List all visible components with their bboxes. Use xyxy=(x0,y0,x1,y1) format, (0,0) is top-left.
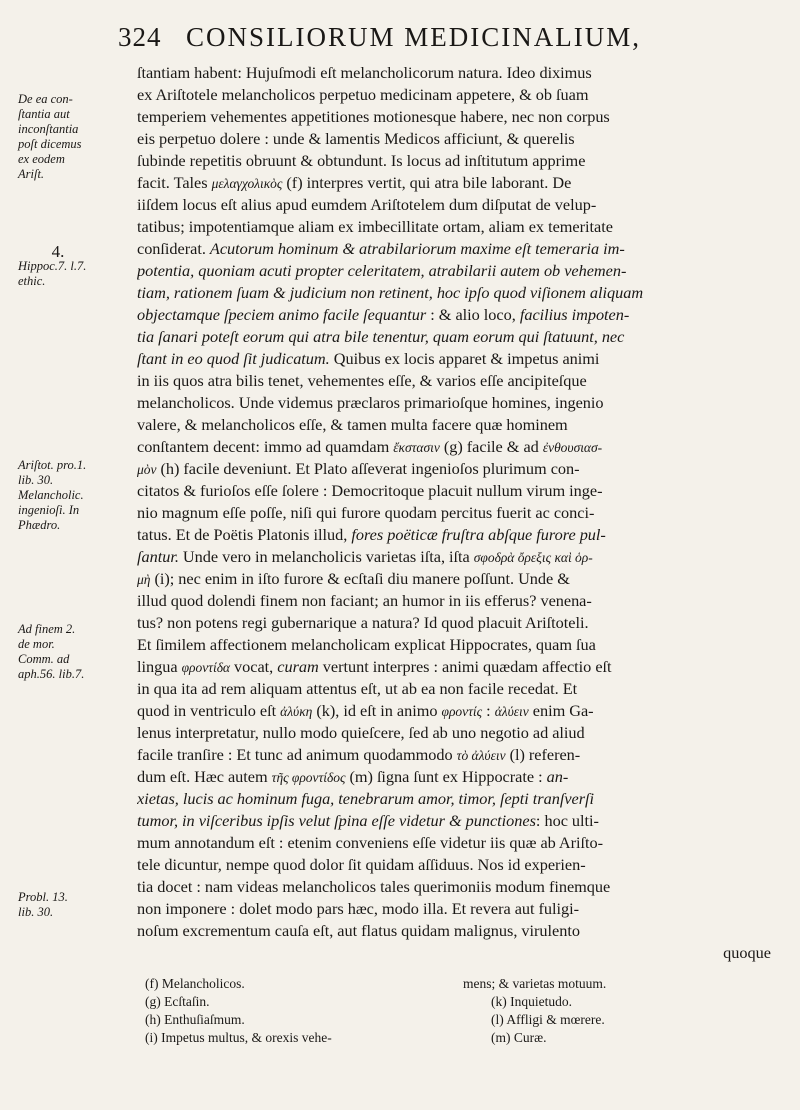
greek-term: μελαγχολικὸς xyxy=(211,176,283,191)
text-run: (i); nec enim in iſto furore & ecſtaſi diu manere poſſunt. Unde & xyxy=(150,569,570,588)
margin-note-line: Ariſtot. pro.1. xyxy=(18,458,87,472)
main-text xyxy=(137,62,773,964)
text-run: Et ſimilem affectionem melancholicam explicat Hippocrates, quam ſua xyxy=(137,635,596,654)
text-line xyxy=(137,326,773,348)
text-run: facile tranſire : Et tunc ad animum quodammodo xyxy=(137,745,457,764)
text-run: (m) ſigna ſunt ex Hippocrate : xyxy=(345,767,547,786)
text-run: non imponere : dolet modo pars hæc, modo illa. Et revera aut fuligi- xyxy=(137,899,580,918)
text-line xyxy=(137,172,773,194)
italic-text: curam xyxy=(277,657,319,676)
margin-note-line: ethic. xyxy=(18,274,46,288)
margin-note-line: lib. 30. xyxy=(18,473,54,487)
footnote: (l) Affligi & mœrere. xyxy=(491,1012,605,1027)
text-run: nio magnum eſſe poſſe, niſi qui furore quodam percitus fuerit ac conci- xyxy=(137,503,595,522)
text-run: tatibus; impotentiamque aliam ex imbecillitate ortam, aliam ex temeritate xyxy=(137,217,613,236)
margin-note-line: Melancholic. xyxy=(18,488,84,502)
greek-term: μὴ xyxy=(137,572,151,587)
text-line xyxy=(137,612,773,634)
text-line xyxy=(137,876,773,898)
greek-term: φροντίδα xyxy=(181,660,230,675)
footnote: mens; & varietas motuum. xyxy=(463,976,607,991)
text-run: valere, & melancholicos eſſe, & tamen multa facere quæ hominem xyxy=(137,415,568,434)
italic-text: objectamque ſpeciem animo facile ſequantur xyxy=(137,305,427,324)
text-run: Unde vero in melancholicis varietas iſta, iſta xyxy=(178,547,474,566)
text-line xyxy=(137,678,773,700)
text-line xyxy=(137,502,773,524)
text-line xyxy=(137,810,773,832)
margin-note-line: aph.56. lib.7. xyxy=(18,667,85,681)
footnotes xyxy=(145,975,705,1055)
greek-term: ἔκστασιν xyxy=(393,440,440,455)
text-run: in iis quos atra bilis tenet, vehementes eſſe, & varios eſſe ancipiteſque xyxy=(137,371,587,390)
text-line xyxy=(137,766,773,788)
text-line xyxy=(137,304,773,326)
text-run: citatos & furioſos eſſe ſolere : Democritoque placuit nullum virum inge- xyxy=(137,481,603,500)
margin-note xyxy=(18,92,116,182)
text-run: tele dicuntur, nempe quod dolor ſit quidam aſſiduus. Nos id experien- xyxy=(137,855,586,874)
text-line xyxy=(137,634,773,656)
text-run: tus? non potens regi gubernarique a natura? Id quod placuit Ariſtoteli. xyxy=(137,613,589,632)
italic-text: Acutorum hominum & atrabilariorum maxime eſt temeraria im- xyxy=(209,239,625,258)
text-run: lenus interpretatur, nullo modo quieſcere, ſed ab uno negotio ad aliud xyxy=(137,723,585,742)
italic-text: potentia, quoniam acuti propter celeritatem, atrabilarii autem ob vehemen- xyxy=(137,261,627,280)
text-run: conſtantem decent: immo ad quamdam xyxy=(137,437,394,456)
margin-note-line: lib. 30. xyxy=(18,905,54,919)
text-run: ſubinde repetitis obruunt & obtundunt. Is locus ad inſtitutum apprime xyxy=(137,151,586,170)
text-line xyxy=(137,392,773,414)
text-run: eis perpetuo dolere : unde & lamentis Medicos afficiunt, & querelis xyxy=(137,129,575,148)
footnotes-right-column xyxy=(463,975,713,1047)
footnote: (g) Ecſtaſin. xyxy=(145,994,210,1009)
italic-text: xietas, lucis ac hominum fuga, tenebrarum amor, timor, ſepti tranſverſi xyxy=(137,789,595,808)
text-line xyxy=(137,854,773,876)
greek-term: φροντίς xyxy=(441,704,483,719)
text-line xyxy=(137,84,773,106)
text-run: iiſdem locus eſt alius apud eumdem Ariſtotelem dum diſputat de velup- xyxy=(137,195,597,214)
text-line xyxy=(137,568,773,590)
margin-note-line: Phædro. xyxy=(18,518,61,532)
greek-term: σφοδρὰ ὄρεξις καὶ ὁρ- xyxy=(473,550,593,565)
text-run: temperiem vehementes appetitiones motionesque habere, nec non corpus xyxy=(137,107,610,126)
margin-note-line: Comm. ad xyxy=(18,652,70,666)
text-run: dum eſt. Hæc autem xyxy=(137,767,272,786)
text-run: (g) facile & ad xyxy=(439,437,543,456)
text-run: enim Ga- xyxy=(528,701,594,720)
text-run: noſum excrementum cauſa eſt, aut flatus quidam malignus, virulento xyxy=(137,921,580,940)
margin-notes xyxy=(18,0,118,1110)
greek-term: ἀλύειν xyxy=(494,704,529,719)
text-run: Quibus ex locis apparet & impetus animi xyxy=(329,349,600,368)
margin-note-line: inconſtantia xyxy=(18,122,79,136)
margin-note-line: Ad finem 2. xyxy=(18,622,76,636)
footnotes-left-column xyxy=(145,975,455,1047)
italic-text: ſtant in eo quod ſit judicatum. xyxy=(137,349,330,368)
text-run: melancholicos. Unde videmus præclaros primarioſque homines, ingenio xyxy=(137,393,604,412)
text-line xyxy=(137,106,773,128)
margin-note-line: Hippoc.7. l.7. xyxy=(18,259,87,273)
italic-text: fores poëticæ fruſtra abſque furore pul- xyxy=(351,525,606,544)
italic-text: an- xyxy=(546,767,569,786)
text-line xyxy=(137,414,773,436)
text-run: in qua ita ad rem aliquam attentus eſt, ut ab ea non facile recedat. Et xyxy=(137,679,578,698)
text-line xyxy=(137,656,773,678)
text-run: vocat, xyxy=(230,657,278,676)
greek-term: μὸν xyxy=(137,462,157,477)
running-title: CONSILIORUM MEDICINALIUM, xyxy=(186,22,641,52)
text-run: ex Ariſtotele melancholicos perpetuo medicinam appetere, & ob ſuam xyxy=(137,85,589,104)
text-run: mum annotandum eſt : etenim conveniens eſſe videtur iis quæ ab Ariſto- xyxy=(137,833,604,852)
footnote: (m) Curæ. xyxy=(491,1030,547,1045)
footnote: (f) Melancholicos. xyxy=(145,976,245,991)
text-line xyxy=(137,700,773,722)
footnote: (h) Enthuſiaſmum. xyxy=(145,1012,245,1027)
greek-term: ἐνθουσιασ- xyxy=(542,440,603,455)
margin-note-line: De ea con- xyxy=(18,92,73,106)
page-number: 324 xyxy=(118,22,162,52)
section-number: 4. xyxy=(51,242,65,261)
text-line xyxy=(137,436,773,458)
text-line xyxy=(137,898,773,920)
margin-note xyxy=(18,622,116,682)
text-run: illud quod dolendi finem non faciant; an humor in iis efferus? venena- xyxy=(137,591,592,610)
text-line xyxy=(137,722,773,744)
text-line xyxy=(137,260,773,282)
text-line xyxy=(137,348,773,370)
text-run: (f) interpres vertit, qui atra bile laborant. De xyxy=(282,173,572,192)
text-line xyxy=(137,150,773,172)
text-run: (h) facile deveniunt. Et Plato aſſeverat ingenioſos plurimum con- xyxy=(156,459,580,478)
text-run: tia docet : nam videas melancholicos tales querimoniis modum finemque xyxy=(137,877,611,896)
catchword: quoque xyxy=(723,943,771,962)
footnote: (i) Impetus multus, & orexis vehe- xyxy=(145,1030,332,1045)
text-run: : & alio loco, xyxy=(426,305,520,324)
text-run: facit. Tales xyxy=(137,173,212,192)
greek-term: ἀλύκη xyxy=(280,704,313,719)
page-header xyxy=(118,20,768,60)
italic-text: tumor, in viſceribus ipſis velut ſpina eſſe videtur & punctiones xyxy=(137,811,536,830)
text-line xyxy=(137,216,773,238)
greek-term: τῆς φροντίδος xyxy=(271,770,346,785)
margin-note-line: ingenioſi. In xyxy=(18,503,80,517)
text-line xyxy=(137,920,773,942)
text-line xyxy=(137,744,773,766)
margin-note xyxy=(18,890,116,920)
text-line xyxy=(137,590,773,612)
italic-text: ſantur. xyxy=(137,547,179,566)
margin-note-line: de mor. xyxy=(18,637,55,651)
margin-note-line: poſt dicemus xyxy=(18,137,82,151)
text-line xyxy=(137,832,773,854)
greek-term: τὸ ἀλύειν xyxy=(456,748,506,763)
text-run: lingua xyxy=(137,657,182,676)
footnote: (k) Inquietudo. xyxy=(491,994,572,1009)
text-line xyxy=(137,238,773,260)
text-line xyxy=(137,546,773,568)
margin-note-line: Ariſt. xyxy=(18,167,45,181)
margin-note-line: Probl. 13. xyxy=(18,890,68,904)
text-run: conſiderat. xyxy=(137,239,210,258)
italic-text: tiam, rationem ſuam & judicium non retinent, hoc ipſo quod viſionem aliquam xyxy=(137,283,644,302)
text-line xyxy=(137,370,773,392)
text-run: ſtantiam habent: Hujuſmodi eſt melancholicorum natura. Ideo diximus xyxy=(137,63,592,82)
margin-note-line: ſtantia aut xyxy=(18,107,70,121)
text-run: quod in ventriculo eſt xyxy=(137,701,281,720)
margin-note xyxy=(18,244,116,289)
text-line xyxy=(137,524,773,546)
text-run: vertunt interpres : animi quædam affectio eſt xyxy=(318,657,612,676)
text-line xyxy=(137,282,773,304)
text-run: (k), id eſt in animo xyxy=(312,701,442,720)
text-run: : hoc ulti- xyxy=(535,811,599,830)
text-run: tatus. Et de Poëtis Platonis illud, xyxy=(137,525,352,544)
italic-text: tia ſanari poteſt eorum qui atra bile tenentur, quam eorum qui ſtatuunt, nec xyxy=(137,327,625,346)
margin-note xyxy=(18,458,116,533)
text-line xyxy=(137,194,773,216)
margin-note-line: ex eodem xyxy=(18,152,65,166)
text-run: : xyxy=(482,701,495,720)
text-line xyxy=(137,62,773,84)
text-line xyxy=(137,458,773,480)
text-run: (l) referen- xyxy=(505,745,581,764)
italic-text: facilius impoten- xyxy=(519,305,630,324)
text-line xyxy=(137,788,773,810)
text-line xyxy=(137,128,773,150)
text-line xyxy=(137,480,773,502)
